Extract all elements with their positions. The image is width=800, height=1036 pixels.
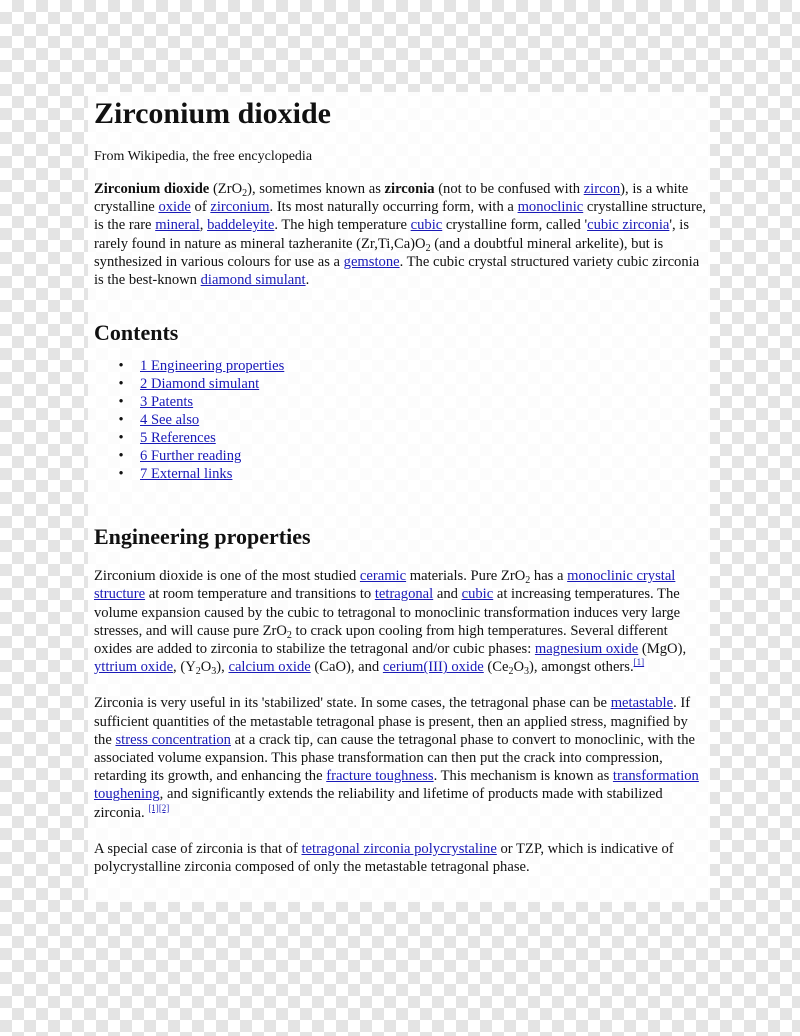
link-zircon[interactable]: zircon: [583, 181, 621, 197]
link-monoclinic-crystal-structure[interactable]: monoclinic crystal structure: [94, 568, 676, 603]
table-of-contents: [94, 357, 708, 483]
toc-link-diamond-simulant[interactable]: 2 Diamond simulant: [140, 376, 260, 393]
link-oxide[interactable]: oxide: [158, 199, 191, 216]
toc-item: [118, 411, 708, 429]
bold-term: Zirconium dioxide: [94, 181, 210, 197]
bullet-icon: •: [118, 466, 124, 483]
toc-link-patents[interactable]: 3 Patents: [140, 394, 194, 411]
link-calcium-oxide[interactable]: calcium oxide: [228, 659, 311, 676]
link-diamond-simulant[interactable]: diamond simulant: [200, 272, 306, 289]
toc-item: [118, 447, 708, 465]
link-metastable[interactable]: metastable: [610, 695, 674, 712]
bullet-icon: •: [118, 448, 124, 465]
toc-item: [118, 375, 708, 393]
link-tetragonal-zirconia-polycrystaline[interactable]: tetragonal zirconia polycrystaline: [301, 840, 497, 857]
contents-heading: Contents: [94, 320, 179, 346]
link-mineral[interactable]: mineral: [155, 217, 200, 234]
article-content: [94, 96, 708, 876]
link-cubic-zirconia[interactable]: cubic zirconia: [587, 217, 670, 234]
engineering-paragraph-3: A special case of zirconia is that of tetragonal zirconia polycrystaline or TZP, which is indicative of polycrystalline zirconia composed of only the metastable tetragonal phase.: [94, 840, 674, 876]
link-yttrium-oxide[interactable]: yttrium oxide: [94, 659, 174, 676]
intro-paragraph: Zirconium dioxide (ZrO$_2$), sometimes known as zirconia (not to be confused with zircon), is a white crystalline oxide of zirconium. Its most naturally occurring form, with a monoclinic crystalline structure, is the rare mineral, baddeleyite. The high temperature cubic crystalline form, called 'cubic zirconia', is rarely found in nature as mineral tazheranite $(Zr,Ti,Ca)O_2$ (and a doubtful mineral arkelite), but is synthesized in various colours for use as a gemstone. The cubic crystal structured variety cubic zirconia is the best-known diamond simulant.: [94, 181, 707, 289]
toc-link-further-reading[interactable]: 6 Further reading: [140, 448, 242, 465]
link-ceramic[interactable]: ceramic: [359, 568, 407, 585]
link-cubic[interactable]: cubic: [410, 217, 443, 234]
reference-link-2[interactable]: [2]: [158, 802, 170, 813]
engineering-paragraph-1: Zirconium dioxide is one of the most studied ceramic materials. Pure ZrO$_2$ has a monoclinic crystal structure at room temperature and transitions to tetragonal and cubic at increasing temperatures. The volume expansion caused by the cubic to tetragonal to monoclinic transformation induces very large stresses, and will cause pure ZrO$_2$ to crack upon cooling from high temperatures. Several different oxides are added to zirconia to stabilize the tetragonal and/or cubic phases: magnesium oxide (MgO), yttrium oxide, $(Y_2O_3)$, calcium oxide (CaO), and cerium(III) oxide $(Ce_2O_3)$, amongst others.[1]: [94, 568, 687, 678]
bullet-icon: •: [118, 358, 124, 375]
link-baddeleyite[interactable]: baddeleyite: [207, 217, 275, 234]
bullet-icon: •: [118, 376, 124, 393]
link-tetragonal[interactable]: tetragonal: [374, 586, 434, 603]
toc-link-external-links[interactable]: 7 External links: [140, 466, 233, 483]
link-transformation-toughening[interactable]: transformation toughening: [94, 768, 699, 803]
article-source-note: From Wikipedia, the free encyclopedia: [94, 149, 313, 164]
reference-link-1[interactable]: [1]: [633, 657, 645, 668]
link-zirconium[interactable]: zirconium: [210, 199, 270, 216]
toc-item: [118, 429, 708, 447]
toc-item: [118, 357, 708, 375]
toc-link-engineering-properties[interactable]: 1 Engineering properties: [140, 358, 285, 375]
link-magnesium-oxide[interactable]: magnesium oxide: [534, 641, 639, 658]
link-cubic[interactable]: cubic: [461, 586, 494, 603]
toc-link-see-also[interactable]: 4 See also: [140, 412, 200, 429]
link-cerium-iii-oxide[interactable]: cerium(III) oxide: [382, 659, 484, 676]
bullet-icon: •: [118, 394, 124, 411]
toc-link-references[interactable]: 5 References: [140, 430, 216, 447]
link-monoclinic[interactable]: monoclinic: [517, 199, 584, 216]
article-title: Zirconium dioxide: [94, 97, 331, 130]
toc-item: [118, 393, 708, 411]
reference-link-1[interactable]: [1]: [148, 802, 159, 813]
bold-term: zirconia: [384, 181, 435, 197]
link-fracture-toughness[interactable]: fracture toughness: [326, 768, 434, 785]
bullet-icon: •: [118, 430, 124, 447]
engineering-paragraph-2: Zirconia is very useful in its 'stabilized' state. In some cases, the tetragonal phase can be metastable. If sufficient quantities of the metastable tetragonal phase is present, then an applied stress, magnified by the stress concentration at a crack tip, can cause the tetragonal phase to convert to monoclinic, with the associated volume expansion. This phase transformation can then put the crack into compression, retarding its growth, and enhancing the fracture toughness. This mechanism is known as transformation toughening, and significantly extends the reliability and lifetime of products made with stabilized zirconia. [1][2]: [94, 695, 699, 821]
link-stress-concentration[interactable]: stress concentration: [115, 731, 231, 748]
section-heading-engineering-properties: Engineering properties: [94, 524, 311, 550]
bullet-icon: •: [118, 412, 124, 429]
toc-item: [118, 465, 708, 483]
link-gemstone[interactable]: gemstone: [343, 253, 400, 270]
